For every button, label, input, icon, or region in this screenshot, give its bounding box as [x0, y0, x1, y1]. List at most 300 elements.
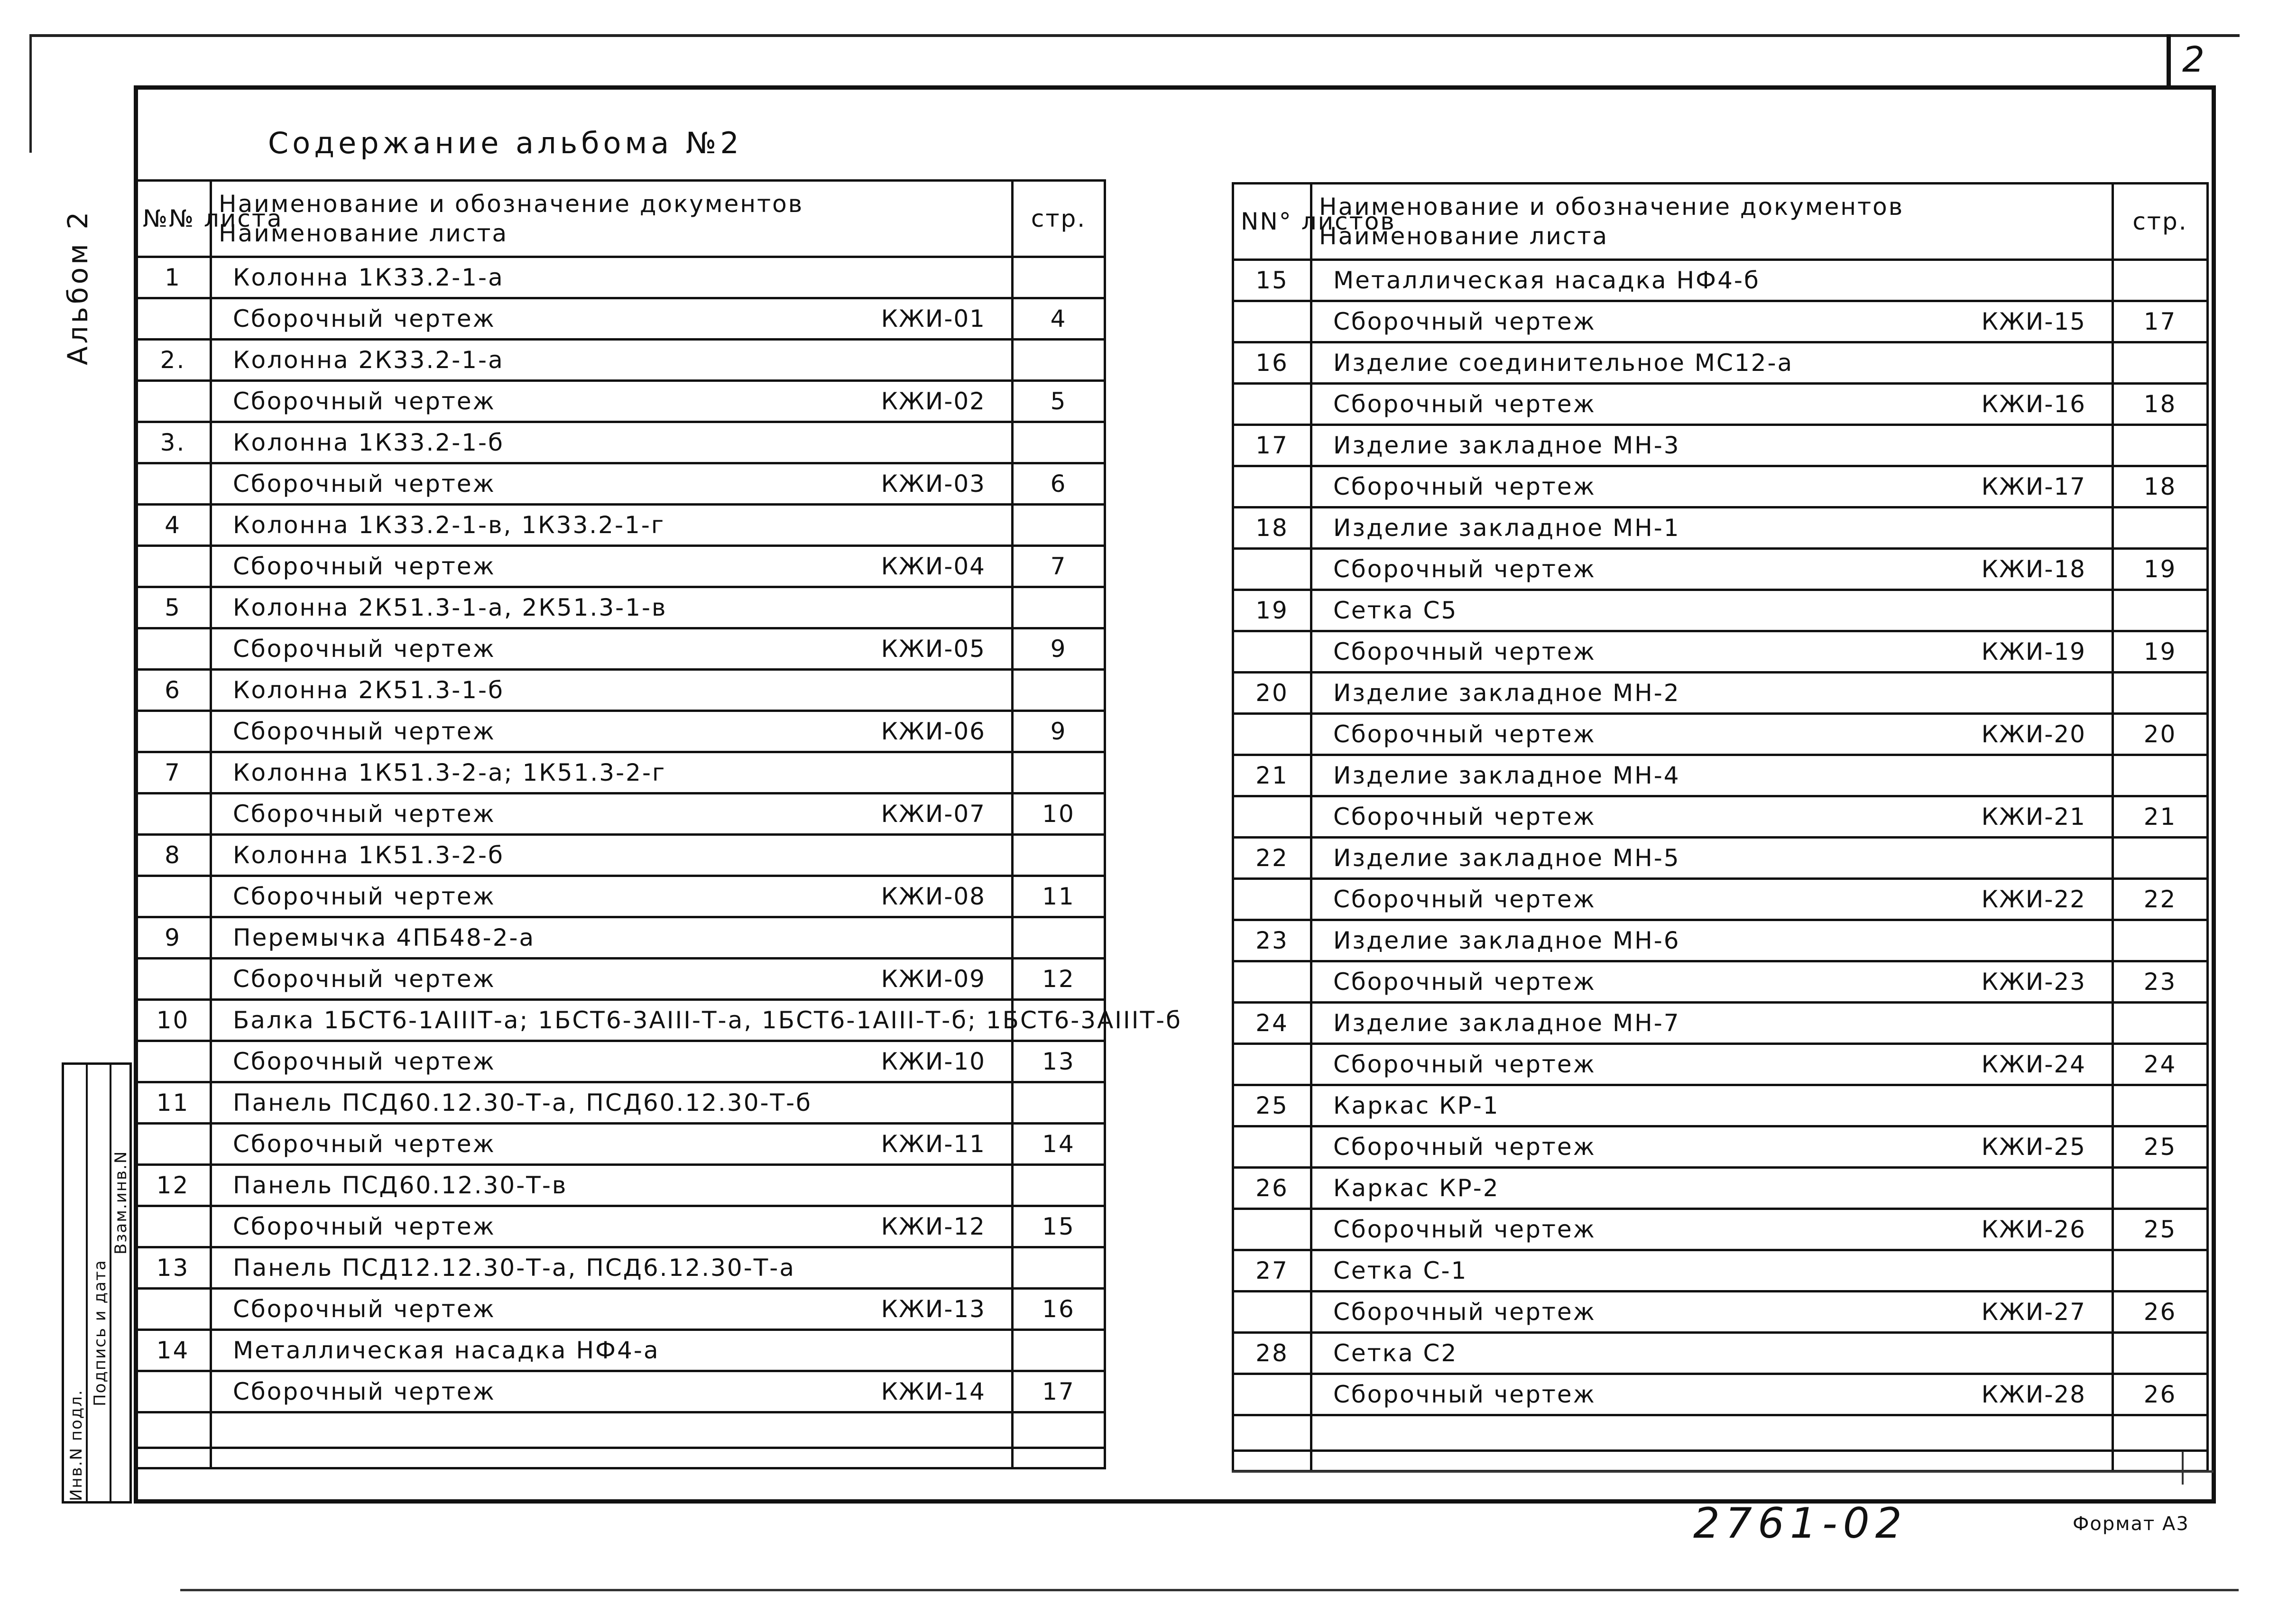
sheet-number [1233, 879, 1311, 920]
document-name: Сборочный чертеж [1333, 968, 1596, 996]
document-designation: КЖИ-07 [881, 800, 986, 828]
stamp-label-signature: Подпись и дата [91, 1259, 110, 1406]
document-name: Изделие закладное МН-7 [1333, 1009, 1680, 1037]
table-row [135, 340, 1105, 381]
document-designation: КЖИ-28 [1981, 1381, 2086, 1408]
sheet-number: 9 [135, 917, 211, 959]
table-row [135, 1330, 1105, 1371]
document-name-cell [211, 1165, 1013, 1206]
sheet-number [135, 1371, 211, 1412]
document-name: Перемычка 4ПБ48-2-а [233, 924, 535, 951]
sheet-number: 4 [135, 505, 211, 546]
table-header [1233, 184, 2208, 260]
sheet-number: 20 [1233, 673, 1311, 714]
document-name: Сборочный чертеж [1333, 803, 1596, 830]
sheet-number [135, 463, 211, 505]
document-designation: КЖИ-02 [881, 388, 986, 415]
page-number-cell: 21 [2113, 796, 2208, 838]
document-name-cell [211, 340, 1013, 381]
page-number-cell: 7 [1013, 546, 1105, 587]
page-number-cell: 19 [2113, 631, 2208, 673]
document-name: Сетка С2 [1333, 1339, 1458, 1367]
document-name: Изделие закладное МН-4 [1333, 762, 1680, 789]
page-number-cell [1013, 670, 1105, 711]
sheet-number: 25 [1233, 1085, 1311, 1126]
empty-cell [1233, 1415, 1311, 1451]
document-designation: КЖИ-24 [1981, 1051, 2086, 1078]
page-number-cell: 13 [1013, 1041, 1105, 1082]
page-number-cell: 10 [1013, 794, 1105, 835]
document-name-cell [211, 752, 1013, 794]
page-number-cell [1013, 257, 1105, 298]
document-name-cell [1311, 1250, 2113, 1292]
page-number-cell [2113, 590, 2208, 631]
document-designation: КЖИ-20 [1981, 720, 2086, 748]
table-row [1233, 1209, 2208, 1250]
page-number-cell [2113, 673, 2208, 714]
document-name: Металлическая насадка НФ4-а [233, 1337, 660, 1364]
table-row [135, 1247, 1105, 1289]
table-row [1233, 1044, 2208, 1085]
page-number-cell [1013, 1082, 1105, 1124]
table-row [1233, 879, 2208, 920]
document-name-cell [1311, 301, 2113, 342]
document-name: Сборочный чертеж [233, 1213, 496, 1240]
document-name-cell [211, 917, 1013, 959]
document-designation: КЖИ-21 [1981, 803, 2086, 830]
document-name-cell [1311, 342, 2113, 384]
sheet-number [135, 1289, 211, 1330]
document-name-cell [1311, 549, 2113, 590]
table-row [135, 1289, 1105, 1330]
document-name: Изделие закладное МН-5 [1333, 844, 1680, 872]
table-row [1233, 1292, 2208, 1333]
empty-row [1233, 1415, 2208, 1451]
document-name: Сборочный чертеж [1333, 886, 1596, 913]
document-name-cell [1311, 1003, 2113, 1044]
table-row [135, 917, 1105, 959]
document-name-cell [211, 1289, 1013, 1330]
document-name: Панель ПСД12.12.30-Т-а, ПСД6.12.30-Т-а [233, 1254, 795, 1282]
table-row [1233, 301, 2208, 342]
page-number-cell: 12 [1013, 959, 1105, 1000]
document-name-cell [211, 422, 1013, 463]
document-designation: КЖИ-22 [1981, 886, 2086, 913]
document-name-cell [1311, 838, 2113, 879]
document-name: Сборочный чертеж [233, 883, 496, 910]
document-name: Сборочный чертеж [1333, 1298, 1596, 1326]
sheet-number [1233, 1292, 1311, 1333]
sheet-number: 19 [1233, 590, 1311, 631]
sheet-number: 7 [135, 752, 211, 794]
document-name-cell [1311, 1168, 2113, 1209]
empty-cell [1311, 1415, 2113, 1451]
document-name-cell [1311, 384, 2113, 425]
document-name-cell [1311, 673, 2113, 714]
page-number-cell [1013, 340, 1105, 381]
page-number-cell: 14 [1013, 1124, 1105, 1165]
document-name: Изделие соединительное МС12-а [1333, 349, 1794, 377]
document-name-cell [1311, 1085, 2113, 1126]
header-sheet-number: №№ листа [135, 181, 211, 257]
document-name-cell [211, 1206, 1013, 1247]
document-designation: КЖИ-13 [881, 1295, 986, 1323]
page-number-cell: 17 [2113, 301, 2208, 342]
document-name-cell [1311, 631, 2113, 673]
stamp-label-replacement: Взам.инв.N [111, 1150, 130, 1255]
bottom-line [180, 1589, 2239, 1591]
sheet-number: 23 [1233, 920, 1311, 961]
sheet-number [1233, 549, 1311, 590]
document-name: Сборочный чертеж [1333, 555, 1596, 583]
page-number-cell [1013, 1330, 1105, 1371]
document-designation: КЖИ-27 [1981, 1298, 2086, 1326]
document-name-cell [211, 1247, 1013, 1289]
page-number-cell: 18 [2113, 466, 2208, 508]
page-number-cell: 4 [1013, 298, 1105, 340]
sheet-number [1233, 796, 1311, 838]
document-name-cell [211, 1371, 1013, 1412]
document-name-cell [211, 835, 1013, 876]
header-page: стр. [1013, 181, 1105, 257]
table-row [1233, 838, 2208, 879]
document-name: Сборочный чертеж [233, 305, 496, 332]
page-number-cell: 25 [2113, 1209, 2208, 1250]
table-row [135, 1041, 1105, 1082]
sheet-number: 3. [135, 422, 211, 463]
document-name-cell [1311, 425, 2113, 466]
document-designation: КЖИ-14 [881, 1378, 986, 1405]
sheet-number: 1 [135, 257, 211, 298]
document-name-cell [1311, 796, 2113, 838]
page-number-cell [2113, 342, 2208, 384]
document-name: Сборочный чертеж [1333, 1381, 1596, 1408]
sheet-number [1233, 961, 1311, 1003]
page-number-cell [1013, 917, 1105, 959]
header-page: стр. [2113, 184, 2208, 260]
table-row [1233, 342, 2208, 384]
document-name-cell [1311, 466, 2113, 508]
table-row [135, 711, 1105, 752]
document-name: Панель ПСД60.12.30-Т-в [233, 1172, 568, 1199]
sheet-number: 2. [135, 340, 211, 381]
sheet-number: 18 [1233, 508, 1311, 549]
side-album-label: Альбом 2 [62, 209, 94, 365]
sheet-number [1233, 714, 1311, 755]
page-number-cell [2113, 1250, 2208, 1292]
document-name: Сборочный чертеж [233, 1378, 496, 1405]
document-name: Металлическая насадка НФ4-б [1333, 267, 1760, 294]
document-name-cell [1311, 590, 2113, 631]
table-row [1233, 796, 2208, 838]
page-number-cell [2113, 260, 2208, 301]
empty-cell [135, 1448, 211, 1468]
document-name: Сборочный чертеж [233, 965, 496, 993]
sheet-number: 5 [135, 587, 211, 628]
table-row [135, 1082, 1105, 1124]
sheet-number [1233, 1209, 1311, 1250]
table-row [1233, 755, 2208, 796]
empty-cell [2113, 1451, 2208, 1471]
page-number-cell [2113, 838, 2208, 879]
document-code: 2761-02 [1693, 1499, 1908, 1548]
page-number-cell [2113, 755, 2208, 796]
table-row [135, 546, 1105, 587]
sheet-number: 27 [1233, 1250, 1311, 1292]
page-number-cell [1013, 1165, 1105, 1206]
document-name-cell [1311, 1126, 2113, 1168]
sheet-number: 26 [1233, 1168, 1311, 1209]
document-designation: КЖИ-19 [1981, 638, 2086, 665]
page-number-cell [2113, 1085, 2208, 1126]
page-number-cell [2113, 425, 2208, 466]
page-number-cell: 25 [2113, 1126, 2208, 1168]
page-number-cell: 15 [1013, 1206, 1105, 1247]
sheet-number [135, 794, 211, 835]
document-name-cell [1311, 1209, 2113, 1250]
document-name-cell [211, 670, 1013, 711]
document-name: Колонна 2К51.3-1-б [233, 676, 504, 704]
document-name-cell [211, 298, 1013, 340]
empty-cell [2113, 1415, 2208, 1451]
table-row [1233, 673, 2208, 714]
header-sheet-number: NN° листов [1233, 184, 1311, 260]
document-name: Сборочный чертеж [233, 635, 496, 663]
page-number-cell: 22 [2113, 879, 2208, 920]
document-name: Колонна 1К33.2-1-в, 1К33.2-1-г [233, 511, 665, 539]
empty-cell [135, 1412, 211, 1448]
document-name: Изделие закладное МН-6 [1333, 927, 1680, 954]
document-name-cell [1311, 1292, 2113, 1333]
page-number-cell [1013, 835, 1105, 876]
table-row [1233, 961, 2208, 1003]
table-row [1233, 631, 2208, 673]
sheet-format: Формат А3 [2073, 1513, 2189, 1535]
sheet-number [135, 1124, 211, 1165]
page-number-cell [2113, 1333, 2208, 1374]
empty-row [135, 1448, 1105, 1468]
document-name-cell [1311, 1333, 2113, 1374]
table-row [1233, 714, 2208, 755]
sheet-number [135, 876, 211, 917]
table-row [135, 381, 1105, 422]
contents-table-right [1232, 182, 2209, 1472]
document-name-cell [211, 1041, 1013, 1082]
table-row [135, 794, 1105, 835]
document-name-cell [211, 876, 1013, 917]
table-row [1233, 1003, 2208, 1044]
document-designation: КЖИ-05 [881, 635, 986, 663]
document-name-cell [211, 1000, 1182, 1041]
empty-cell [1013, 1412, 1105, 1448]
sheet-number: 22 [1233, 838, 1311, 879]
empty-cell [1233, 1451, 1311, 1471]
page-number-cell: 11 [1013, 876, 1105, 917]
sheet-number: 13 [135, 1247, 211, 1289]
document-name: Сборочный чертеж [233, 1048, 496, 1075]
empty-cell [211, 1412, 1013, 1448]
table-row [135, 752, 1105, 794]
corner-tick [2182, 1451, 2184, 1485]
table-row [135, 587, 1105, 628]
document-name-cell [1311, 714, 2113, 755]
document-name-cell [1311, 260, 2113, 301]
sheet-number [135, 1041, 211, 1082]
table-row [1233, 920, 2208, 961]
document-name: Колонна 1К51.3-2-а; 1К51.3-2-г [233, 759, 666, 786]
table-row [1233, 1250, 2208, 1292]
contents-table-left [134, 179, 1182, 1469]
empty-cell [1013, 1448, 1105, 1468]
document-name-cell [1311, 1374, 2113, 1415]
document-name-cell [211, 546, 1013, 587]
page-number-cell: 9 [1013, 628, 1105, 670]
document-name: Каркас КР-2 [1333, 1174, 1500, 1202]
document-name-cell [211, 794, 1013, 835]
document-name-cell [211, 1082, 1013, 1124]
document-name: Колонна 1К33.2-1-б [233, 429, 504, 456]
document-name: Сборочный чертеж [1333, 1051, 1596, 1078]
sheet-number [1233, 384, 1311, 425]
page-number-cell: 6 [1013, 463, 1105, 505]
document-designation: КЖИ-26 [1981, 1216, 2086, 1243]
sheet-number: 16 [1233, 342, 1311, 384]
table-row [135, 1000, 1105, 1041]
table-row [135, 628, 1105, 670]
sheet-number [1233, 301, 1311, 342]
document-name: Сборочный чертеж [233, 1295, 496, 1323]
sheet-number [1233, 1374, 1311, 1415]
table-row [1233, 549, 2208, 590]
page-number-cell: 19 [2113, 549, 2208, 590]
document-name: Сборочный чертеж [233, 800, 496, 828]
page-number: 2 [2182, 39, 2205, 80]
sheet-number: 17 [1233, 425, 1311, 466]
document-name-cell [211, 1330, 1013, 1371]
document-name: Сборочный чертеж [233, 470, 496, 498]
page-number-cell: 20 [2113, 714, 2208, 755]
document-name-cell [211, 587, 1013, 628]
document-name-cell [211, 463, 1013, 505]
table-row [1233, 590, 2208, 631]
sheet-number: 11 [135, 1082, 211, 1124]
document-name-cell [1311, 508, 2113, 549]
document-name: Панель ПСД60.12.30-Т-а, ПСД60.12.30-Т-б [233, 1089, 812, 1116]
table-row [135, 463, 1105, 505]
sheet-number [1233, 631, 1311, 673]
sheet-number: 10 [135, 1000, 211, 1041]
header-name-line-1: Наименование и обозначение документов [1319, 193, 1904, 221]
document-designation: КЖИ-10 [881, 1048, 986, 1075]
header-name-line-2: Наименование листа [219, 220, 508, 247]
left-border-line [29, 34, 32, 153]
document-name-cell [211, 959, 1013, 1000]
document-name-cell [211, 711, 1013, 752]
table-row [1233, 384, 2208, 425]
sheet-number: 8 [135, 835, 211, 876]
document-name: Сетка С5 [1333, 597, 1458, 624]
document-designation: КЖИ-09 [881, 965, 986, 993]
document-name-cell [211, 257, 1013, 298]
table-row [135, 876, 1105, 917]
table-row [135, 670, 1105, 711]
page-number-cell: 24 [2113, 1044, 2208, 1085]
empty-cell [1311, 1451, 2113, 1471]
document-designation: КЖИ-04 [881, 553, 986, 580]
document-name-cell [1311, 961, 2113, 1003]
sheet-number: 14 [135, 1330, 211, 1371]
top-border-line [29, 34, 2240, 37]
document-designation: КЖИ-01 [881, 305, 986, 332]
sheet-number [135, 298, 211, 340]
sheet-number [1233, 466, 1311, 508]
stamp-label-inventory: Инв.N подл. [67, 1389, 86, 1501]
table-row [135, 1206, 1105, 1247]
sheet-number [135, 959, 211, 1000]
page-number-cell [2113, 1003, 2208, 1044]
sheet-number [1233, 1126, 1311, 1168]
sheet-number [135, 628, 211, 670]
page-number-cell: 23 [2113, 961, 2208, 1003]
document-name: Сетка С-1 [1333, 1257, 1468, 1284]
sheet-number [135, 1206, 211, 1247]
document-designation: КЖИ-12 [881, 1213, 986, 1240]
approval-stamp [62, 1062, 132, 1504]
table-row [135, 298, 1105, 340]
table-row [1233, 1374, 2208, 1415]
table-row [135, 505, 1105, 546]
sheet-number: 21 [1233, 755, 1311, 796]
document-name: Сборочный чертеж [233, 388, 496, 415]
table-row [1233, 1333, 2208, 1374]
bottom-divider [1232, 1470, 2214, 1473]
table-row [135, 1124, 1105, 1165]
page-number-cell: 16 [1013, 1289, 1105, 1330]
table-row [135, 835, 1105, 876]
page-number-box [2167, 34, 2216, 85]
table-row [1233, 466, 2208, 508]
document-name: Сборочный чертеж [1333, 1133, 1596, 1161]
document-designation: КЖИ-23 [1981, 968, 2086, 996]
document-name: Сборочный чертеж [1333, 720, 1596, 748]
sheet-number: 15 [1233, 260, 1311, 301]
sheet-number: 24 [1233, 1003, 1311, 1044]
page-number-cell [1013, 422, 1105, 463]
table-row [135, 422, 1105, 463]
sheet-number [135, 711, 211, 752]
sheet-number [135, 381, 211, 422]
header-document-name [211, 181, 1013, 257]
document-designation: КЖИ-16 [1981, 390, 2086, 418]
page-number-cell [2113, 1168, 2208, 1209]
document-name: Сборочный чертеж [1333, 638, 1596, 665]
document-name: Сборочный чертеж [233, 718, 496, 745]
table-row [1233, 425, 2208, 466]
document-name-cell [1311, 879, 2113, 920]
header-document-name [1311, 184, 2113, 260]
document-name-cell [211, 1124, 1013, 1165]
document-designation: КЖИ-17 [1981, 473, 2086, 500]
header-name-line-1: Наименование и обозначение документов [219, 190, 804, 218]
page-number-cell [1013, 752, 1105, 794]
table-row [1233, 1085, 2208, 1126]
document-name-cell [1311, 1044, 2113, 1085]
page-number-cell [2113, 508, 2208, 549]
document-designation: КЖИ-06 [881, 718, 986, 745]
document-designation: КЖИ-08 [881, 883, 986, 910]
page-number-cell: 5 [1013, 381, 1105, 422]
page-number-cell [1013, 587, 1105, 628]
